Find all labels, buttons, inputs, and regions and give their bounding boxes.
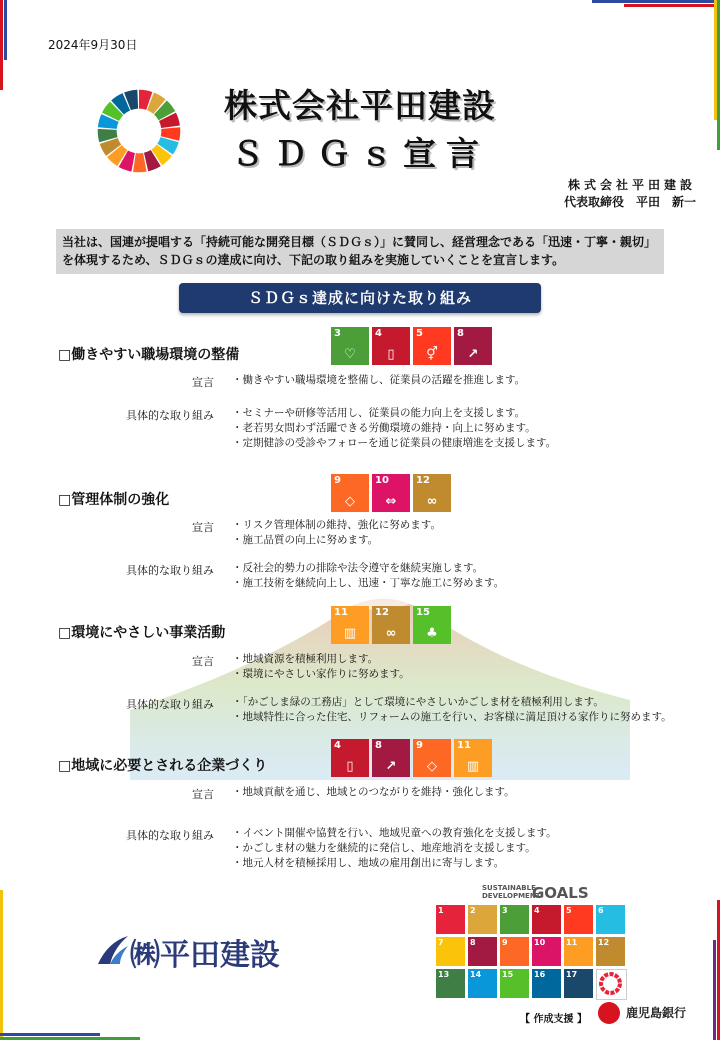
- sdg-goal-1-tile: 1: [436, 905, 465, 934]
- corner-bar-top-left-red: [0, 0, 3, 90]
- sdgs-header-goals: GOALS: [532, 884, 589, 902]
- section-goal-icons: [331, 739, 492, 777]
- sdg-goal-8-icon: 8 ↗: [372, 739, 410, 777]
- sdg-goal-12-icon: 12 ∞: [413, 474, 451, 512]
- sdg-goal-15-tile: 15: [500, 969, 529, 998]
- initiative-item: ・定期健診の受診やフォローを通じ従業員の健康増進を支援します。: [232, 437, 557, 449]
- sdg-goal-8-tile: 8: [468, 937, 497, 966]
- corner-bar-bottom-right-purple: [713, 940, 716, 1040]
- company-logo-name: 平田建設: [160, 938, 280, 973]
- corner-bar-top-right-red: [624, 4, 720, 7]
- declaration-item: ・環境にやさしい家作りに努めます。: [232, 668, 410, 680]
- initiative-item: ・かごしま材の魅力を継続的に発信し、地産地消を支援します。: [232, 842, 536, 854]
- sdgs-header-line1: SUSTAINABLE: [482, 884, 536, 892]
- sdg-goal-10-tile: 10: [532, 937, 561, 966]
- sdg-goal-5-tile: 5: [564, 905, 593, 934]
- corner-bar-bottom-left-yellow: [0, 890, 3, 1040]
- declaration-label: 宣言: [192, 788, 214, 801]
- sdg-goal-11-icon: 11 ▥: [331, 606, 369, 644]
- sdg-goal-10-icon: 10 ⇔: [372, 474, 410, 512]
- sdg-goal-9-icon: 9 ◇: [331, 474, 369, 512]
- sdgs-goals-grid: [436, 905, 626, 1000]
- initiatives-banner: ＳＤＧｓ達成に向けた取り組み: [179, 283, 541, 313]
- company-logo: [130, 930, 280, 974]
- signature-ceo: 代表取締役 平田 新一: [563, 195, 696, 209]
- section-goal-icons: [331, 606, 451, 644]
- sdg-logo-tile: [596, 969, 627, 1000]
- sdg-goal-6-tile: 6: [596, 905, 625, 934]
- sdg-wheel-segment: [133, 153, 147, 172]
- sdg-goal-3-tile: 3: [500, 905, 529, 934]
- initiatives-label: 具体的な取り組み: [126, 829, 214, 842]
- initiative-item: ・老若男女問わず活躍できる労働環境の維持・向上に努めます。: [232, 422, 536, 434]
- sdg-goal-15-icon: 15 ♣: [413, 606, 451, 644]
- section-title-environment: □環境にやさしい事業活動: [58, 625, 226, 641]
- page-title-declaration: ＳＤＧｓ宣言: [231, 134, 489, 173]
- sdg-goal-13-tile: 13: [436, 969, 465, 998]
- sdg-goal-4-tile: 4: [532, 905, 561, 934]
- sdg-goal-3-icon: 3 ♡: [331, 327, 369, 365]
- sdg-goal-7-tile: 7: [436, 937, 465, 966]
- sdg-goal-11-tile: 11: [564, 937, 593, 966]
- sdg-goal-9-tile: 9: [500, 937, 529, 966]
- sdg-goal-4-icon: 4 ▯: [331, 739, 369, 777]
- sdg-goal-12-icon: 12 ∞: [372, 606, 410, 644]
- document-date: 2024年9月30日: [48, 38, 138, 52]
- sdg-goal-5-icon: 5 ⚥: [413, 327, 451, 365]
- declaration-item: ・リスク管理体制の維持、強化に努めます。: [232, 519, 441, 531]
- signature-company: 株式会社平田建設: [567, 178, 696, 192]
- corner-bar-top-right-blue: [592, 0, 720, 3]
- intro-statement: 当社は、国連が提唱する「持続可能な開発目標（ＳＤＧｓ）」に賛同し、経営理念である「迅速・丁寧・親切」を体現するため、ＳＤＧｓの達成に向け、下記の取り組みを実施していくことを宣言します。: [56, 229, 664, 274]
- initiative-item: ・施工技術を継続向上し、迅速・丁寧な施工に努めます。: [232, 577, 505, 589]
- declaration-item: ・地域資源を積極利用します。: [232, 653, 379, 665]
- sdg-goal-16-tile: 16: [532, 969, 561, 998]
- sdg-goal-4-icon: 4 ▯: [372, 327, 410, 365]
- company-logo-icon: [96, 934, 130, 966]
- section-title-community: □地域に必要とされる企業づくり: [58, 758, 268, 774]
- declaration-label: 宣言: [192, 655, 214, 668]
- initiative-item: ・イベント開催や協賛を行い、地域児童への教育強化を支援します。: [232, 827, 557, 839]
- section-goal-icons: [331, 327, 492, 365]
- company-logo-mark: ㈱: [130, 938, 160, 973]
- declaration-label: 宣言: [192, 521, 214, 534]
- sdg-goal-11-icon: 11 ▥: [454, 739, 492, 777]
- initiative-item: ・反社会的勢力の排除や法令遵守を継続実施します。: [232, 562, 484, 574]
- initiative-item: ・「かごしま緑の工務店」として環境にやさしいかごしま材を積極利用します。: [232, 696, 604, 708]
- sdg-goal-14-tile: 14: [468, 969, 497, 998]
- bank-name: 鹿児島銀行: [626, 1006, 687, 1020]
- bank-logo-icon: [598, 1002, 620, 1024]
- initiatives-label: 具体的な取り組み: [126, 698, 214, 711]
- corner-bar-bottom-left-blue: [0, 1033, 100, 1036]
- sdg-goal-8-icon: 8 ↗: [454, 327, 492, 365]
- corner-bar-top-left-blue: [4, 0, 7, 60]
- sdg-wheel-icon: [96, 88, 182, 174]
- initiatives-label: 具体的な取り組み: [126, 409, 214, 422]
- initiative-item: ・地域特性に合った住宅、リフォームの施工を行い、お客様に満足頂ける家作りに努めます。: [232, 711, 672, 723]
- initiative-item: ・セミナーや研修等活用し、従業員の能力向上を支援します。: [232, 407, 526, 419]
- declaration-label: 宣言: [192, 376, 214, 389]
- declaration-item: ・働きやすい職場環境を整備し、従業員の活躍を推進します。: [232, 374, 526, 386]
- sdgs-header-line2: DEVELOPMENT: [482, 892, 541, 900]
- sdg-goal-12-tile: 12: [596, 937, 625, 966]
- sdg-goal-2-tile: 2: [468, 905, 497, 934]
- initiatives-label: 具体的な取り組み: [126, 564, 214, 577]
- section-title-management: □管理体制の強化: [58, 492, 170, 508]
- initiative-item: ・地元人材を積極採用し、地域の雇用創出に寄与します。: [232, 857, 505, 869]
- sdg-goal-17-tile: 17: [564, 969, 593, 998]
- page-title-company: 株式会社平田建設: [224, 86, 496, 125]
- declaration-item: ・地域貢献を通じ、地域とのつながりを維持・強化します。: [232, 786, 515, 798]
- sdg-goal-9-icon: 9 ◇: [413, 739, 451, 777]
- declaration-item: ・施工品質の向上に努めます。: [232, 534, 379, 546]
- section-goal-icons: [331, 474, 451, 512]
- support-label: 【 作成支援 】: [520, 1014, 587, 1025]
- section-title-workplace: □働きやすい職場環境の整備: [58, 347, 240, 363]
